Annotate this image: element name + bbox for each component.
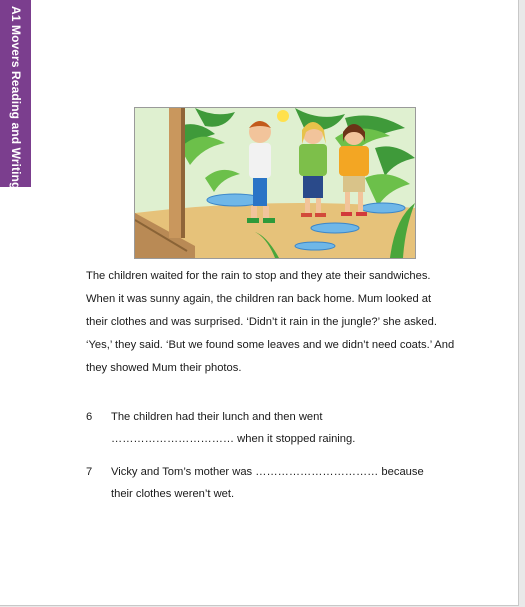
story-line: they showed Mum their photos. [86,362,242,374]
story-line: their clothes and was surprised. ‘Didn’t it rain in the jungle?’ she asked. [86,316,437,328]
section-side-tab-label: A1 Movers Reading and Writing [9,6,23,190]
story-line: The children waited for the rain to stop and they ate their sandwiches. [86,270,431,282]
question-answer-line[interactable]: Vicky and Tom’s mother was …………………………… because [111,466,424,478]
story-line: ‘Yes,’ they said. ‘But we found some leaves and we didn’t need coats.’ And [86,339,455,351]
section-side-tab [0,0,31,190]
question-text: their clothes weren’t wet. [111,488,235,500]
question-text: The children had their lunch and then went [111,411,323,423]
story-text [86,265,471,380]
story-line: When it was sunny again, the children ran back home. Mum looked at [86,293,432,305]
jungle-children-illustration [135,108,415,258]
story-illustration [134,107,416,259]
question-answer-line[interactable]: …………………………… when it stopped raining. [111,433,356,445]
question-number: 7 [86,466,93,478]
question-number: 6 [86,411,93,423]
